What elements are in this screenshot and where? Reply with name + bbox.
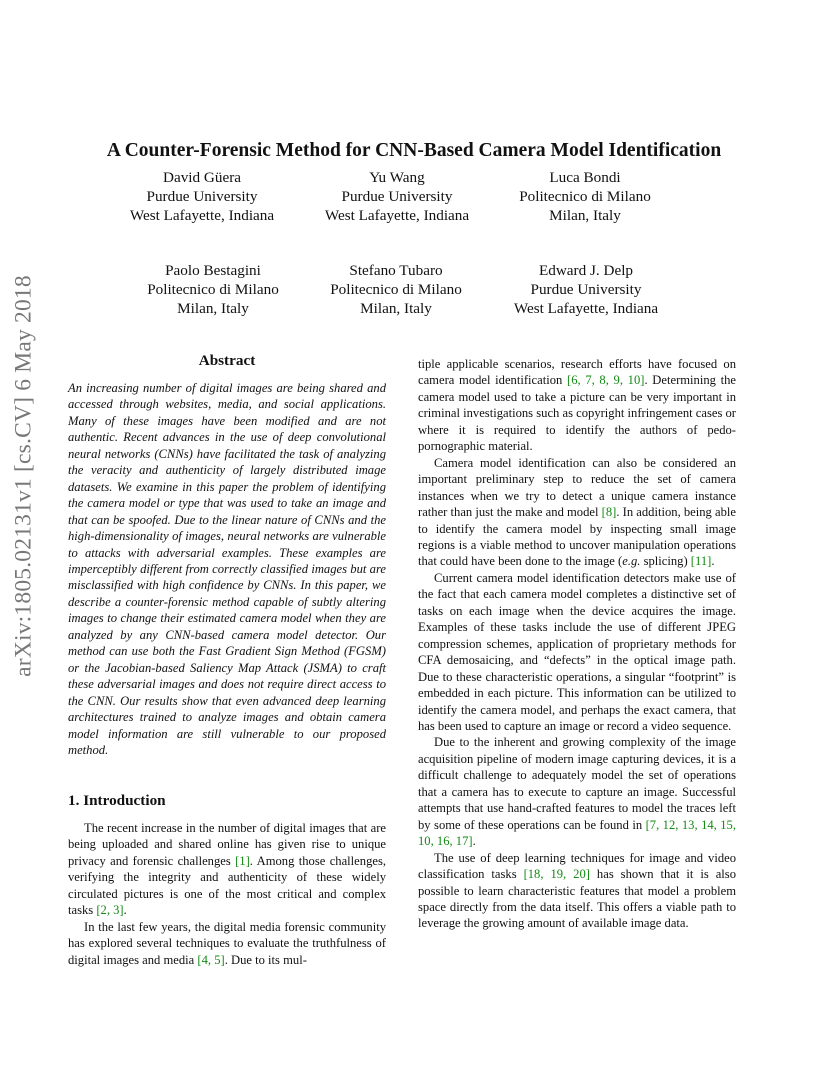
author-affiliation: Politecnico di Milano bbox=[330, 281, 462, 298]
citation-link[interactable]: [11] bbox=[690, 554, 712, 569]
author-name: Paolo Bestagini bbox=[165, 262, 261, 279]
paragraph: The use of deep learning techniques for image and video classification tasks [18, 19, 20] has shown that it is also possible to learn characteristic features that model a problem space directly from the data itself. This offers a viable path to leverage the growing amount of available image data. bbox=[418, 850, 736, 931]
citation-link[interactable]: [18, 19, 20] bbox=[523, 867, 590, 882]
citation-link[interactable]: [2, 3] bbox=[96, 903, 124, 918]
arxiv-identifier-text: arXiv:1805.02131v1 [cs.CV] 6 May 2018 bbox=[10, 275, 37, 677]
author-affiliation: Purdue University bbox=[146, 188, 258, 205]
author-affiliation: Purdue University bbox=[530, 281, 642, 298]
author-name: Stefano Tubaro bbox=[349, 262, 443, 279]
introduction-column-right bbox=[418, 356, 736, 932]
author-block bbox=[297, 168, 497, 225]
arxiv-identifier bbox=[2, 276, 46, 676]
abstract-heading: Abstract bbox=[198, 352, 256, 369]
citation-link[interactable]: [7, 12, 13, 14, 15, 10, 16, 17] bbox=[418, 817, 736, 849]
author-block bbox=[486, 261, 686, 318]
author-location: West Lafayette, Indiana bbox=[513, 300, 659, 317]
author-location: Milan, Italy bbox=[549, 207, 621, 224]
citation-link[interactable]: [6, 7, 8, 9, 10] bbox=[567, 373, 645, 388]
author-affiliation: Politecnico di Milano bbox=[147, 281, 279, 298]
author-name: David Güera bbox=[162, 169, 241, 186]
citation-link[interactable]: [1] bbox=[235, 853, 250, 868]
author-block bbox=[485, 168, 685, 225]
citation-link[interactable]: [4, 5] bbox=[197, 952, 225, 967]
section-heading-introduction: 1. Introduction bbox=[68, 792, 166, 809]
author-location: West Lafayette, Indiana bbox=[129, 207, 275, 224]
author-location: Milan, Italy bbox=[177, 300, 249, 317]
author-location: Milan, Italy bbox=[360, 300, 432, 317]
paragraph: Camera model identification can also be considered an important preliminary step to reduce the set of camera instances when we try to detect a unique camera instance rather than just the make and model [8]. In addition, being able to identify the camera model by inspecting small image regions is a viable method to uncover manipulation operations that could have been done to the image (e.g. splicing) [11]. bbox=[418, 455, 736, 569]
author-block bbox=[113, 261, 313, 318]
paragraph-continues: . Due to its mul- bbox=[224, 952, 307, 967]
author-name: Yu Wang bbox=[369, 169, 425, 186]
abstract-body bbox=[68, 380, 386, 758]
paragraph: The recent increase in the number of digital images that are being uploaded and shared online has given rise to unique privacy and forensic challenges [1]. Among those challenges, verifying the integrity and authenticity of these widely circulated pictures is one of the most critical and complex tasks [2, 3]. bbox=[68, 821, 386, 918]
introduction-column-left bbox=[68, 820, 386, 968]
paragraph: Due to the inherent and growing complexity of the image acquisition pipeline of modern image capturing devices, it is a difficult challenge to adequately model the set of operations that a camera has to execute to capture an image. Successful attempts that use hand-crafted features to model the traces left by some of these operations can be found in [7, 12, 13, 14, 15, 10, 16, 17]. bbox=[418, 735, 736, 849]
paragraph: tiple applicable scenarios, research efforts have focused on camera model identification [6, 7, 8, 9, 10]. Determining the camera model used to take a picture can be very important in criminal investigations such as copyright infringement cases or where it is required to identify the authors of pedo-pornographic material. bbox=[418, 357, 737, 454]
paper-title: A Counter-Forensic Method for CNN-Based Camera Model Identification bbox=[106, 140, 722, 161]
author-name: Edward J. Delp bbox=[538, 262, 634, 279]
abstract-text: An increasing number of digital images are being shared and accessed through websites, media, and social applications. Many of these images have been modified and are not authentic. Recent advances in the use of deep convolutional neural networks (CNNs) have facilitated the task of analyzing the veracity and authenticity of largely distributed image datasets. We examine in this paper the problem of identifying the camera model or type that was used to take an image and that can be spoofed. Due to the linear nature of CNNs and the high-dimensionality of images, neural networks are vulnerable to attacks with adversarial examples. These examples are imperceptibly different from correctly classified images but are misclassified with high confidence by CNNs. In this paper, we describe a counter-forensic method capable of subtly altering images to change their estimated camera model when they are analyzed by any CNN-based camera model detector. Our method can use both the Fast Gradient Sign Method (FGSM) or the Jacobian-based Saliency Map Attack (JSMA) to craft these adversarial images and does not require direct access to the CNN. Our results show that even advanced deep learning architectures trained to analyze images and obtain camera model information are still vulnerable to our proposed method. bbox=[68, 381, 386, 757]
author-affiliation: Politecnico di Milano bbox=[519, 188, 651, 205]
author-block bbox=[296, 261, 496, 318]
paragraph: In the last few years, the digital media forensic community has explored several techniques to evaluate the truthfulness of digital images and media [4, 5]. Due to its mul- bbox=[68, 919, 386, 967]
paragraph: Current camera model identification detectors make use of the fact that each camera model completes a distinctive set of tasks on each image when the device acquires the image. Examples of these tasks include the use of different JPEG compression schemes, application of proprietary methods for CFA demosaicing, and “defects” in the optical image path. Due to these characteristic operations, a singular “footprint” is embedded in each picture. This information can be utilized to identify the camera model, and perhaps the exact camera, that has been used to capture an image or record a video sequence. bbox=[418, 570, 736, 733]
author-name: Luca Bondi bbox=[549, 169, 621, 186]
citation-link[interactable]: [8] bbox=[601, 505, 617, 520]
author-affiliation: Purdue University bbox=[341, 188, 453, 205]
author-location: West Lafayette, Indiana bbox=[324, 207, 470, 224]
author-block bbox=[102, 168, 302, 225]
